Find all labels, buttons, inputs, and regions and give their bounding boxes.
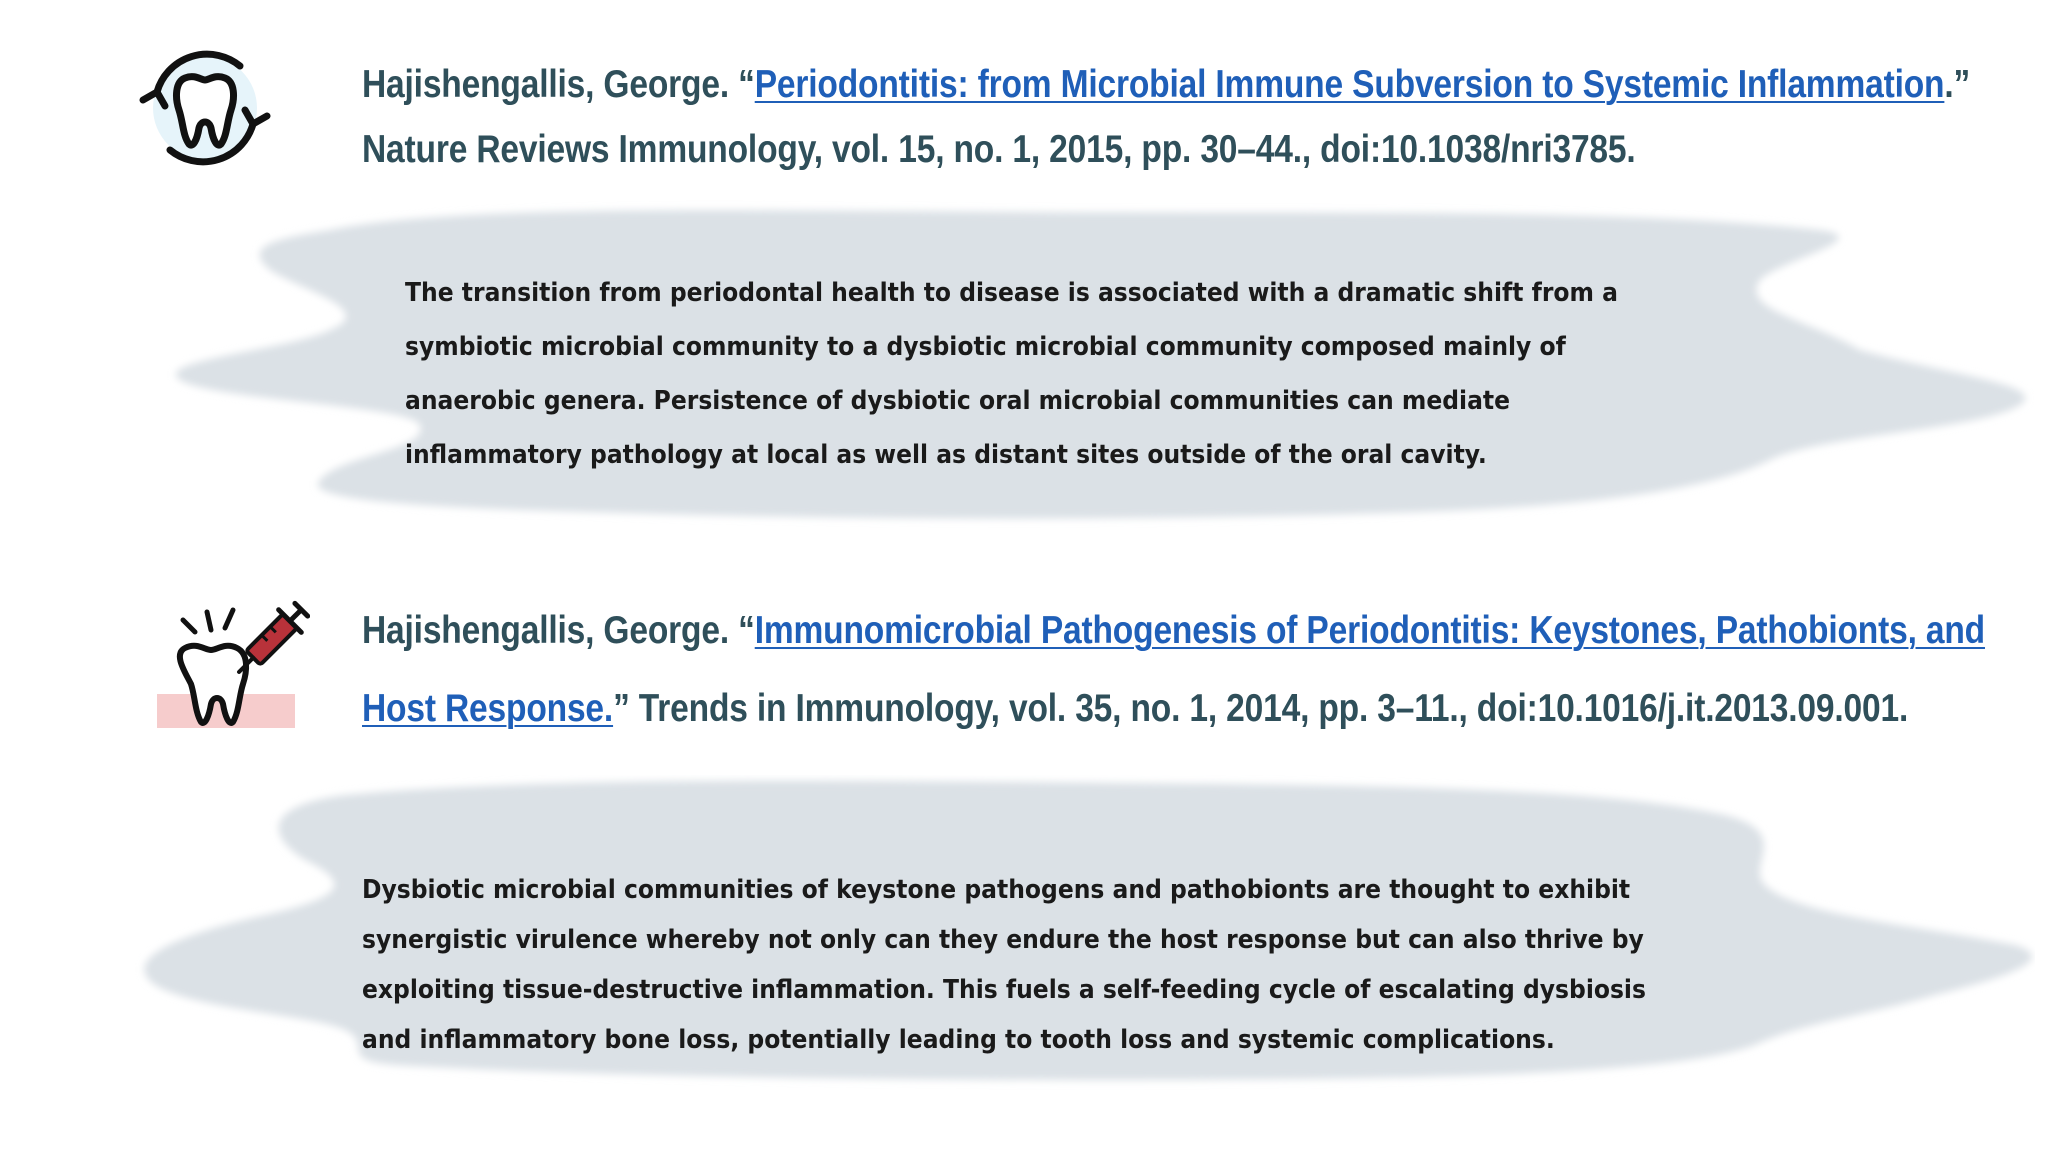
citation-1-author: Hajishengallis, George. “ — [362, 63, 755, 106]
summary-1: The transition from periodontal health to disease is associated with a dramatic shift from a symbiotic microbial community to a dysbiotic microbial community composed mainly of anaerobic genera. Persistence of dysbiotic oral microbial communities can mediate inflammatory pathology at local as well as distant sites outside of the oral cavity. — [405, 278, 1618, 470]
citation-2 — [362, 592, 2022, 748]
citation-1 — [362, 52, 2022, 182]
citation-2-title-link[interactable]: Immunomicrobial Pathogenesis of Periodontitis: Keystones, Pathobionts, and Host Response. — [362, 609, 1985, 730]
citation-1-title-link[interactable]: Periodontitis: from Microbial Immune Subversion to Systemic Inflammation — [754, 63, 1945, 106]
tooth-pain-injection-icon — [155, 600, 310, 730]
citation-1-source: .” Nature Reviews Immunology, vol. 15, no. 1, 2015, pp. 30–44., doi:10.1038/nri3785. — [362, 63, 1971, 171]
tooth-cycle-icon — [135, 40, 275, 175]
summary-2: Dysbiotic microbial communities of keystone pathogens and pathobionts are thought to exhibit synergistic virulence whereby not only can they endure the host response but can also thrive by exploiting tissue-destructive inflammation. This fuels a self-feeding cycle of escalating dysbiosis and inflammatory bone loss, potentially leading to tooth loss and systemic complications. — [362, 875, 1646, 1055]
citation-2-source: ” Trends in Immunology, vol. 35, no. 1, 2014, pp. 3–11., doi:10.1016/j.it.2013.09.001. — [613, 687, 1909, 730]
citation-2-author: Hajishengallis, George. “ — [362, 609, 755, 652]
